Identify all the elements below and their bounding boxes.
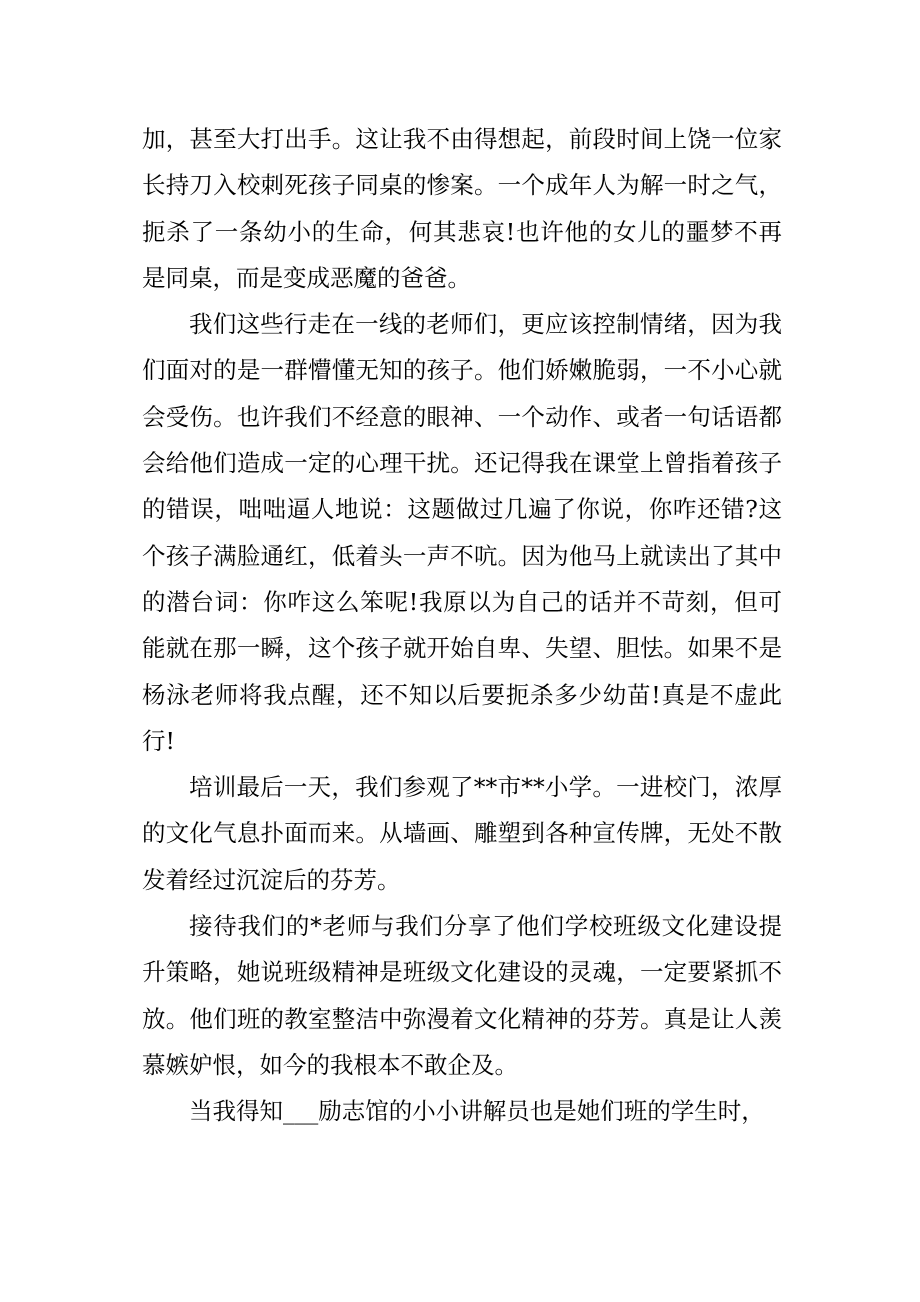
document-body — [142, 116, 782, 1135]
paragraph-2: 我们这些行走在一线的老师们，更应该控制情绪，因为我们面对的是一群懵懂无知的孩子。他们娇嫩脆弱，一不小心就会受伤。也许我们不经意的眼神、一个动作、或者一句话语都会给他们造成一定的心理干扰。还记得我在课堂上曾指着孩子的错误，咄咄逼人地说：这题做过几遍了你说，你咋还错?这个孩子满脸通红，低着头一声不吭。因为他马上就读出了其中的潜台词：你咋这么笨呢!我原以为自己的话并不苛刻，但可能就在那一瞬，这个孩子就开始自卑、失望、胆怯。如果不是杨泳老师将我点醒，还不知以后要扼杀多少幼苗!真是不虚此行! — [142, 310, 782, 755]
paragraph-3: 培训最后一天，我们参观了**市**小学。一进校门，浓厚的文化气息扑面而来。从墙画、雕塑到各种宣传牌，无处不散发着经过沉淀后的芬芳。 — [142, 773, 782, 894]
paragraph-4: 接待我们的*老师与我们分享了他们学校班级文化建设提升策略，她说班级精神是班级文化建设的灵魂，一定要紧抓不放。他们班的教室整洁中弥漫着文化精神的芬芳。真是让人羡慕嫉妒恨，如今的我根本不敢企及。 — [142, 912, 782, 1079]
paragraph-5: 当我得知___励志馆的小小讲解员也是她们班的学生时， — [189, 1097, 765, 1126]
paragraph-1: 加，甚至大打出手。这让我不由得想起，前段时间上饶一位家长持刀入校刺死孩子同桌的惨案。一个成年人为解一时之气，扼杀了一条幼小的生命，何其悲哀!也许他的女儿的噩梦不再是同桌，而是变成恶魔的爸爸。 — [142, 125, 782, 292]
